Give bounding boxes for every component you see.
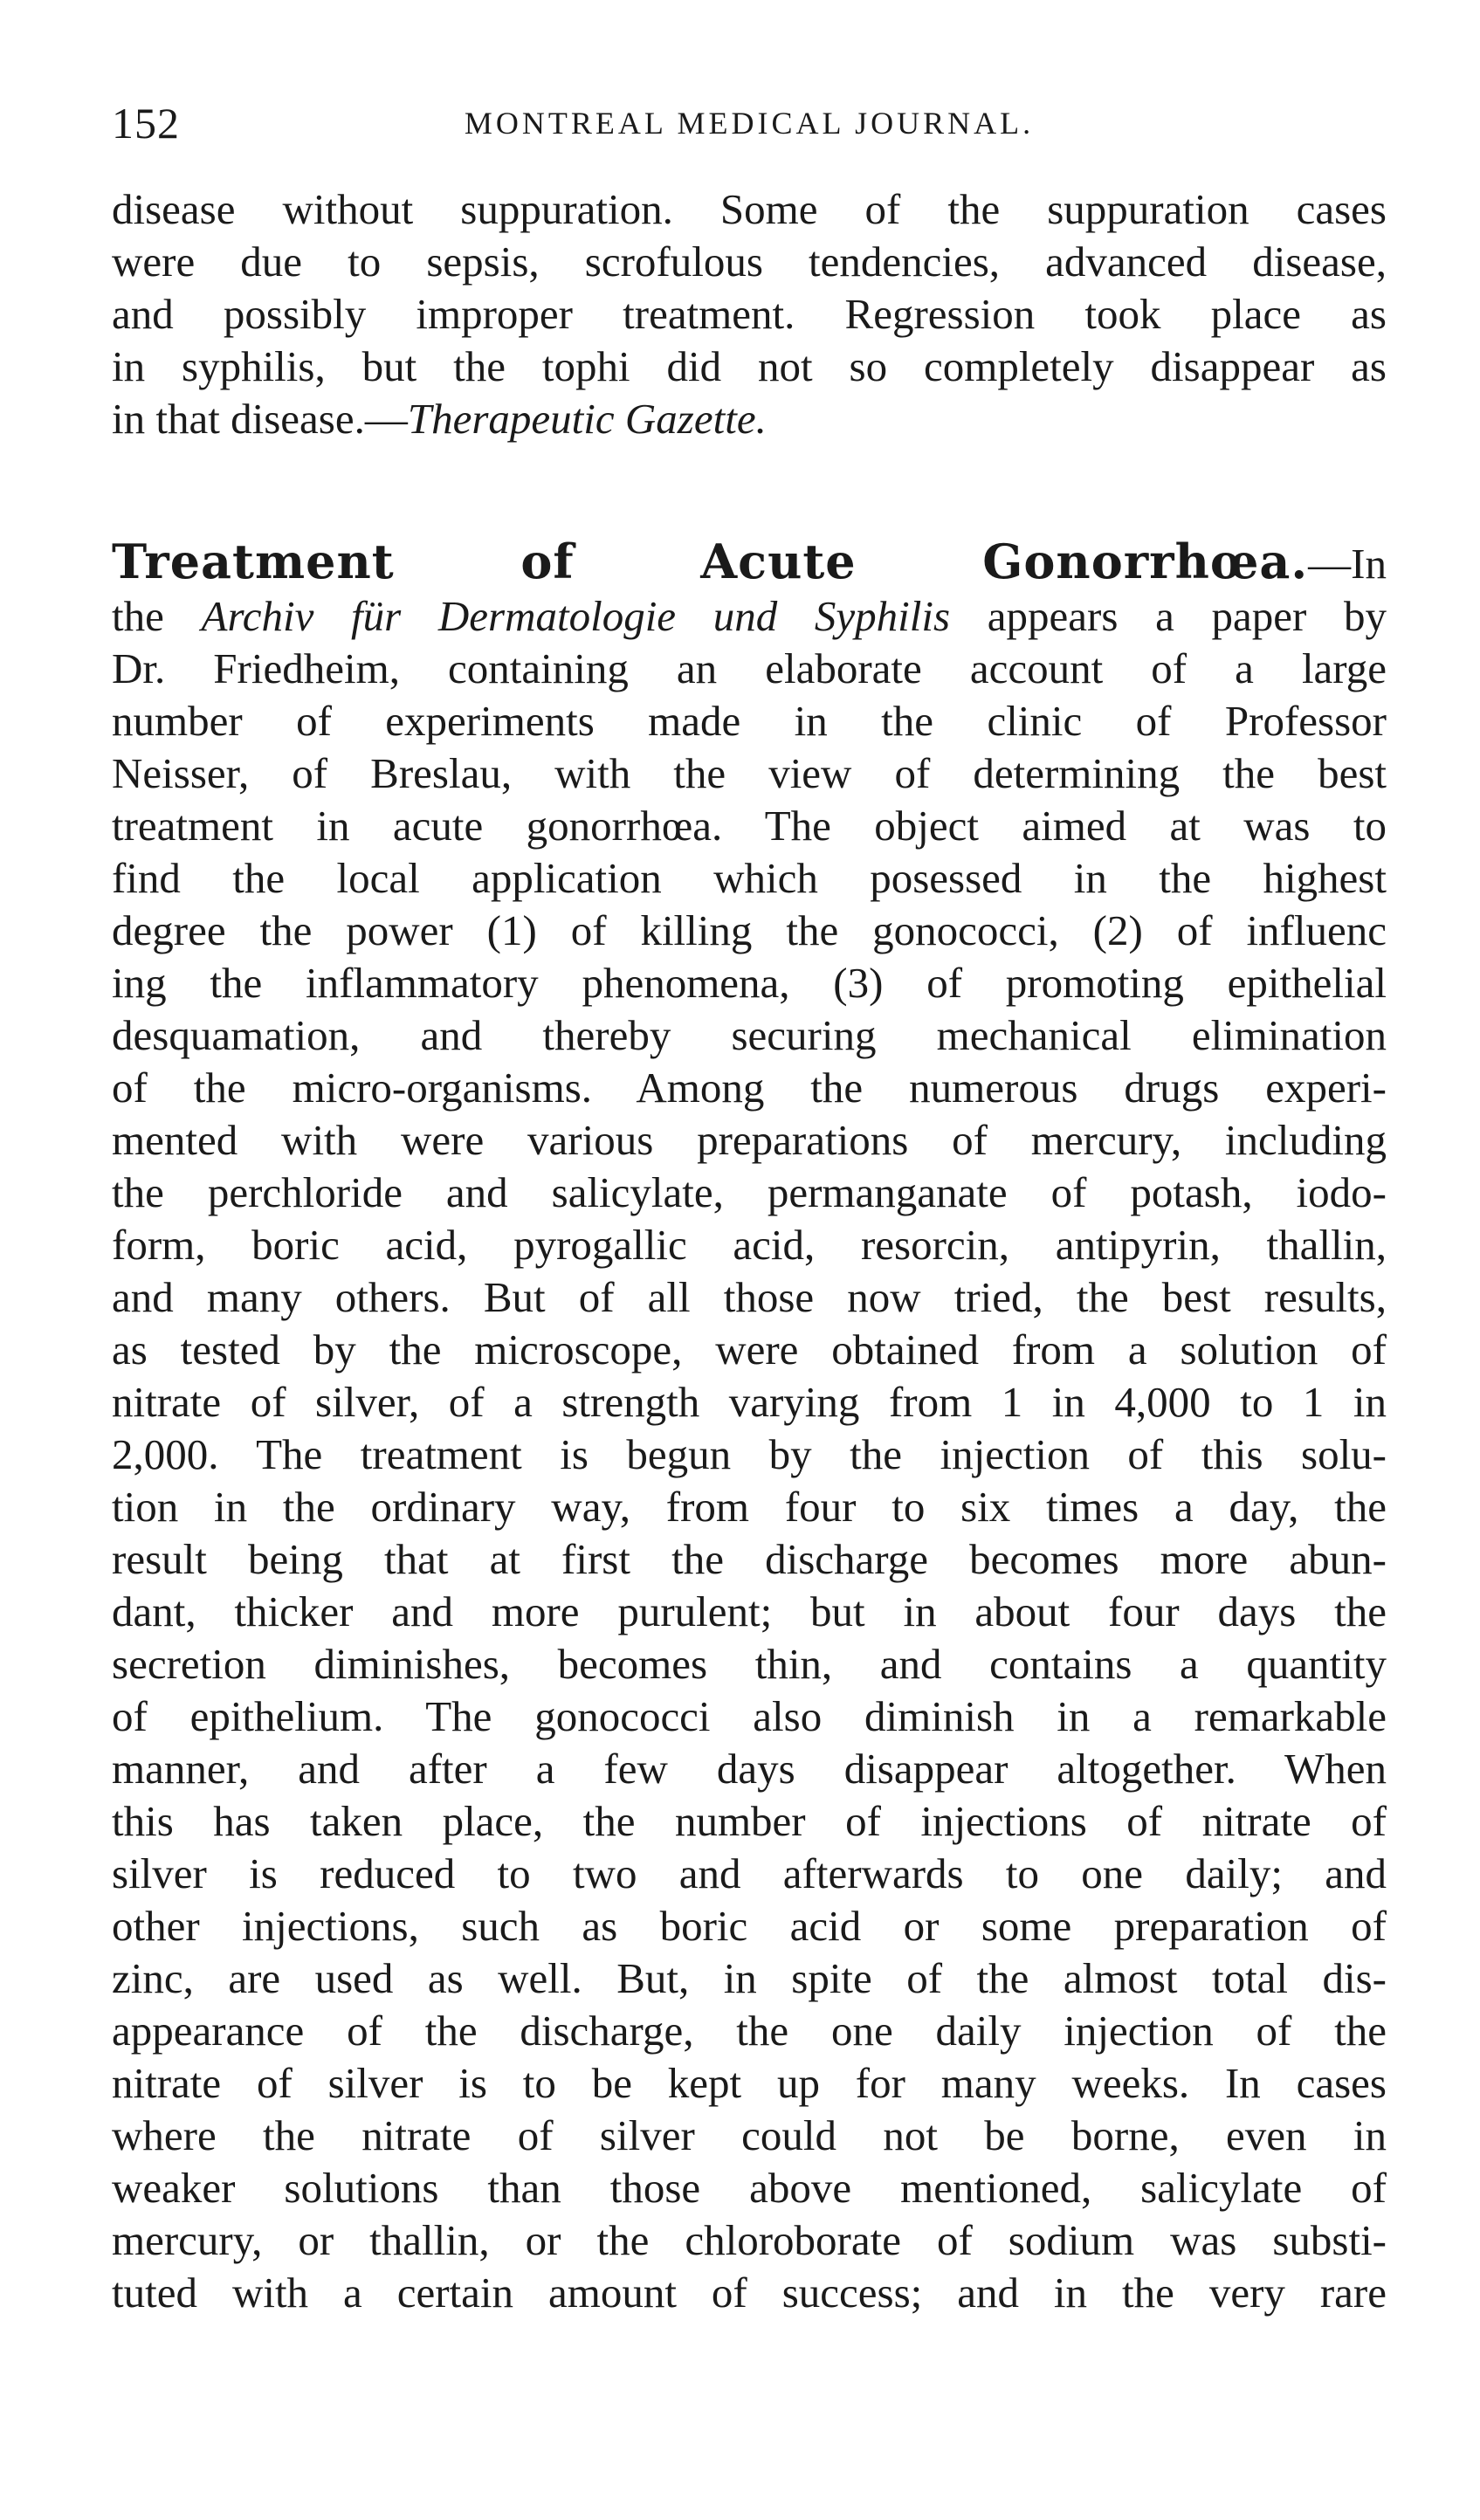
text-line: tuted with a certain amount of success; and in the very rare [112, 2269, 1387, 2317]
text-line [112, 393, 1387, 445]
text-line: this has taken place, the number of injections of nitrate of [112, 1797, 1387, 1845]
text-line: and many others. But of all those now tried, the best results, [112, 1273, 1387, 1321]
text-line: form, boric acid, pyrogallic acid, resorcin, antipyrin, thallin, [112, 1221, 1387, 1269]
text-line: find the local application which posessed in the highest [112, 854, 1387, 902]
journal-reference: Archiv für Dermatologie und Syphilis [201, 592, 951, 640]
text-fragment: appears a paper by [950, 592, 1387, 640]
text-line: were due to sepsis, scrofulous tendencies, advanced disease, [112, 238, 1387, 286]
text-line: disease without suppuration. Some of the suppuration cases [112, 185, 1387, 233]
text-line: in syphilis, but the tophi did not so completely disappear as [112, 342, 1387, 390]
text-line: the perchloride and salicylate, permanganate of potash, iodo- [112, 1168, 1387, 1216]
text-line [112, 590, 1387, 643]
text-line: manner, and after a few days disappear altogether. When [112, 1745, 1387, 1793]
text-line: mented with were various preparations of mercury, including [112, 1116, 1387, 1164]
text-line: of the micro-organisms. Among the numerous drugs experi- [112, 1064, 1387, 1112]
text-line: result being that at first the discharge becomes more abun- [112, 1535, 1387, 1583]
article-title: Treatment of Acute Gonorrhœa. [112, 534, 1309, 589]
source-citation: Therapeutic Gazette. [407, 395, 767, 443]
text-line: nitrate of silver, of a strength varying from 1 in 4,000 to 1 in [112, 1378, 1387, 1426]
page-number: 152 [112, 99, 180, 148]
article-paragraph [112, 533, 1387, 2319]
text-line: and possibly improper treatment. Regression took place as [112, 290, 1387, 338]
text-line: where the nitrate of silver could not be borne, even in [112, 2111, 1387, 2159]
article-heading-line [112, 533, 1387, 590]
text-line: desquamation, and thereby securing mechanical elimination [112, 1011, 1387, 1059]
text-line: Neisser, of Breslau, with the view of determining the best [112, 749, 1387, 797]
text-line: appearance of the discharge, the one daily injection of the [112, 2007, 1387, 2055]
text-line: ing the inflammatory phenomena, (3) of promoting epithelial [112, 959, 1387, 1007]
text-line: number of experiments made in the clinic of Professor [112, 697, 1387, 745]
text-line: silver is reduced to two and afterwards to one daily; and [112, 1849, 1387, 1897]
text-line: treatment in acute gonorrhœa. The object aimed at was to [112, 802, 1387, 850]
text-line: as tested by the microscope, were obtained from a solution of [112, 1325, 1387, 1374]
running-head [112, 98, 1387, 159]
continuation-paragraph [112, 183, 1387, 445]
text-fragment: the [112, 592, 202, 640]
text-fragment: —In [1308, 540, 1387, 588]
text-line: zinc, are used as well. But, in spite of the almost total dis- [112, 1954, 1387, 2002]
text-line: tion in the ordinary way, from four to six times a day, the [112, 1483, 1387, 1531]
text-line: degree the power (1) of killing the gonococci, (2) of influenc [112, 906, 1387, 954]
text-line: mercury, or thallin, or the chloroborate of sodium was substi- [112, 2216, 1387, 2264]
journal-title: MONTREAL MEDICAL JOURNAL. [464, 106, 1035, 141]
text-fragment: in that disease.— [112, 395, 408, 443]
text-line: 2,000. The treatment is begun by the injection of this solu- [112, 1430, 1387, 1478]
text-line: other injections, such as boric acid or some preparation of [112, 1902, 1387, 1950]
text-line: secretion diminishes, becomes thin, and contains a quantity [112, 1640, 1387, 1688]
text-line: of epithelium. The gonococci also diminish in a remarkable [112, 1692, 1387, 1740]
text-line: Dr. Friedheim, containing an elaborate account of a large [112, 644, 1387, 692]
text-line: nitrate of silver is to be kept up for many weeks. In cases [112, 2059, 1387, 2107]
text-line: weaker solutions than those above mentioned, salicylate of [112, 2164, 1387, 2212]
text-line: dant, thicker and more purulent; but in about four days the [112, 1587, 1387, 1635]
